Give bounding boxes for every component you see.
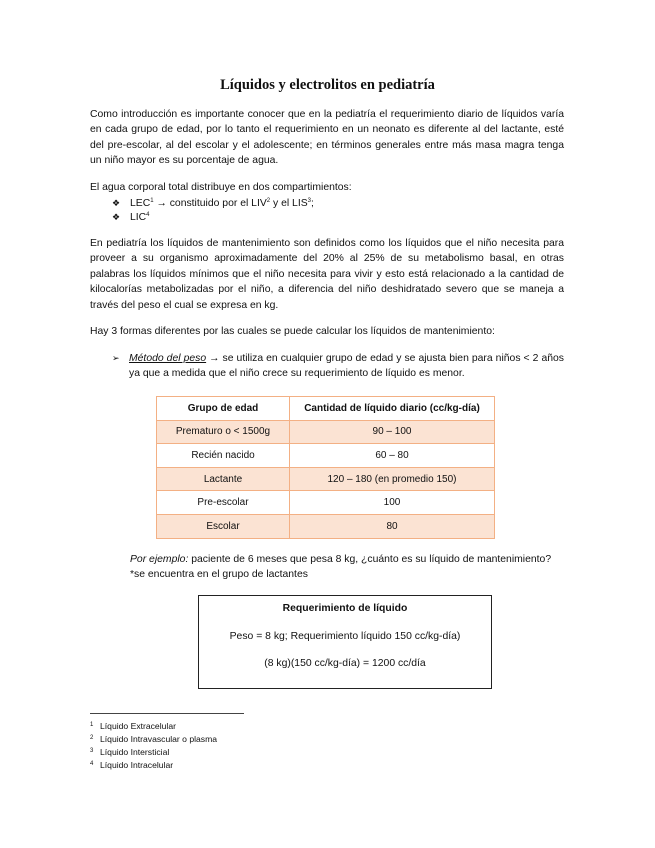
table-row: [157, 467, 495, 491]
footnote-item: [90, 745, 169, 759]
footnote-number: 3: [90, 748, 94, 754]
table-cell-age: Prematuro o < 1500g: [157, 420, 290, 444]
table-cell-amount: 90 – 100: [290, 420, 495, 444]
table-row: [157, 420, 495, 444]
arrow-bullet-icon: ➢: [112, 353, 120, 363]
method-weight-item: [112, 351, 564, 382]
lec-text-c: ;: [311, 198, 314, 209]
diamond-bullet-icon: ❖: [112, 198, 121, 208]
footnote-text: Líquido Intravascular o plasma: [100, 734, 218, 744]
method-weight-description: → se utiliza en cualquier grupo de edad y se ajusta bien para niños < 2 años ya que a medida que el niño crece su requerimiento de líquido es menor.: [129, 353, 564, 380]
footnote-ref: 1: [150, 198, 154, 204]
footnote-text: Líquido Intracelular: [100, 760, 174, 770]
table-header-age: Grupo de edad: [157, 397, 290, 421]
table-header-amount: Cantidad de líquido diario (cc/kg-día): [290, 397, 495, 421]
lec-text: → constituido por el LIV: [153, 198, 267, 209]
footnote-ref: 2: [266, 198, 271, 204]
lec-label: LEC: [130, 198, 151, 209]
table-row: [157, 514, 495, 538]
requirement-box-line2: (8 kg)(150 cc/kg-día) = 1200 cc/día: [264, 658, 426, 669]
footnote-separator: [90, 713, 244, 714]
table-cell-age: Pre-escolar: [157, 491, 290, 515]
footnote-number: 2: [90, 735, 94, 741]
footnote-ref: 3: [307, 198, 311, 204]
table-row: [157, 491, 495, 515]
table-cell-amount: 120 – 180 (en promedio 150): [290, 467, 495, 491]
requirement-box: [198, 595, 492, 689]
requirement-box-line1: Peso = 8 kg; Requerimiento líquido 150 cc/kg-día): [229, 631, 461, 642]
lec-text-b: y el LIS: [270, 198, 308, 209]
requirement-box-title: Requerimiento de líquido: [282, 603, 408, 614]
footnote-text: Líquido Extracelular: [100, 721, 176, 731]
age-fluid-table: [156, 396, 495, 539]
table-cell-amount: 80: [290, 514, 495, 538]
footnote-number: 1: [90, 722, 94, 728]
methods-intro: Hay 3 formas diferentes por las cuales se puede calcular los líquidos de mantenimiento:: [90, 326, 495, 337]
page-title: Líquidos y electrolitos en pediatría: [220, 77, 435, 93]
table-cell-age: Lactante: [157, 467, 290, 491]
compartments-lead: El agua corporal total distribuye en dos compartimientos:: [90, 182, 352, 193]
footnote-item: [90, 719, 176, 733]
example-label: Por ejemplo:: [130, 554, 189, 565]
table-header-row: [157, 397, 495, 421]
maintenance-paragraph: En pediatría los líquidos de mantenimiento son definidos como los líquidos que el niño necesita para proveer a su organismo aproximadamente del 20% al 25% de su metabolismo basal, en otras palabras los líquidos mínimos que el niño necesita para vivir y esto está relacionado a la cantidad de kilocalorías metabolizadas por el niño, a diferencia del niño deshidratado severo que se maneja a través del peso el cual se expresa en kg.: [90, 238, 564, 311]
example-question-text: paciente de 6 meses que pesa 8 kg, ¿cuánto es su líquido de mantenimiento?: [188, 554, 552, 565]
example-note: *se encuentra en el grupo de lactantes: [130, 569, 308, 580]
lic-label: LIC: [130, 212, 147, 223]
example-question: [130, 552, 551, 567]
table-row: [157, 444, 495, 468]
method-weight-name: Método del peso: [129, 353, 207, 364]
table-cell-age: Escolar: [157, 514, 290, 538]
intro-paragraph: Como introducción es importante conocer que en la pediatría el requerimiento diario de líquidos varía en cada grupo de edad, por lo tanto el requerimiento en un neonato es diferente al del lactante, esté del pre-escolar, al del escolar y el adolescente; en términos generales entre más masa magra tenga un niño mayor es su porcentaje de agua.: [90, 109, 564, 167]
table-cell-amount: 60 – 80: [290, 444, 495, 468]
footnote-item: [90, 758, 173, 772]
footnote-number: 4: [90, 761, 94, 767]
bullet-item-lic: [112, 208, 150, 225]
table-cell-amount: 100: [290, 491, 495, 515]
footnote-ref: 4: [146, 212, 150, 218]
diamond-bullet-icon: ❖: [112, 212, 121, 222]
table-cell-age: Recién nacido: [157, 444, 290, 468]
footnote-item: [90, 732, 217, 746]
footnote-text: Líquido Intersticial: [100, 747, 170, 757]
